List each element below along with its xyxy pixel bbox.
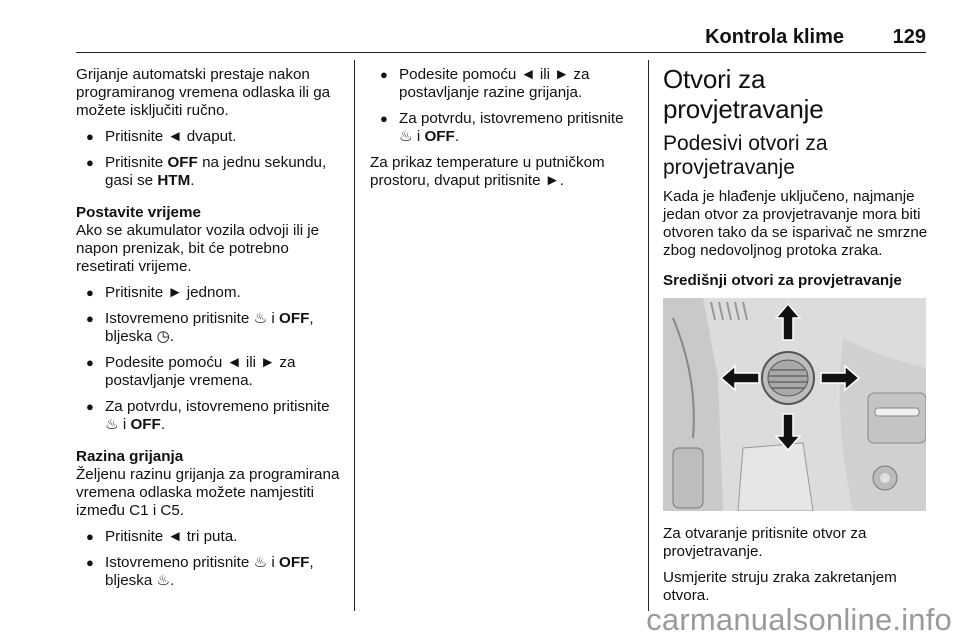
caption-text: Usmjerite struju zraka zakretanjem otvora.	[663, 569, 897, 604]
column-middle	[370, 66, 638, 198]
heat-icon: ♨	[253, 554, 268, 571]
heat-icon: ♨	[399, 128, 413, 145]
section-heading: Središnji otvori za provjetravanje	[663, 272, 902, 289]
page-number: 129	[892, 26, 926, 48]
section-heading: Postavite vrijeme	[76, 204, 201, 221]
vent-illustration	[663, 298, 926, 511]
column-divider	[648, 60, 649, 611]
list-item: ● Za potvrdu, istovremeno pritisnite ♨ i OFF.	[370, 110, 638, 146]
main-heading: Otvori za provjetravanje	[663, 64, 824, 124]
list-item: ● Podesite pomoću ◄ ili ► za postavljanje razine grijanja.	[370, 66, 638, 102]
list-item: ● Za potvrdu, istovremeno pritisnite ♨ i OFF.	[76, 398, 344, 434]
section-text: Ako se akumulator vozila odvoji ili je napon prenizak, bit će potrebno resetirati vrijeme.	[76, 222, 320, 275]
column-right	[663, 64, 929, 613]
section-text: Za prikaz temperature u putničkom prostoru, dvaput pritisnite ►.	[370, 154, 605, 189]
list-item: ● Pritisnite ◄ tri puta.	[76, 528, 344, 546]
heat-icon: ♨	[105, 416, 119, 433]
caption-text: Za otvaranje pritisnite otvor za provjetravanje.	[663, 525, 867, 560]
page-header	[76, 20, 926, 53]
sub-heading: Podesivi otvori za provjetravanje	[663, 132, 828, 179]
section-text: Kada je hlađenje uključeno, najmanje jedan otvor za provjetravanje mora biti otvoren tako da se isparivač ne smrzne zbog nedovoljnog protoka zraka.	[663, 188, 928, 259]
heat-icon: ♨	[156, 572, 171, 589]
list-item: ● Istovremeno pritisnite ♨ i OFF, bljeska ◷.	[76, 310, 344, 346]
section-heading: Razina grijanja	[76, 448, 184, 465]
list-item: ● Pritisnite OFF na jednu sekundu, gasi se HTM.	[76, 154, 344, 190]
heat-icon: ♨	[253, 310, 268, 327]
list-item: ● Pritisnite ◄ dvaput.	[76, 128, 344, 146]
intro-text: Grijanje automatski prestaje nakon programiranog vremena odlaska ili ga možete isključiti ručno.	[76, 66, 331, 119]
column-divider	[354, 60, 355, 611]
clock-icon: ◷	[156, 328, 170, 345]
section-text: Željenu razinu grijanja za programirana vremena odlaska možete namjestiti između C1 i C5.	[76, 466, 340, 519]
watermark: carmanualsonline.info	[646, 602, 952, 637]
list-item: ● Istovremeno pritisnite ♨ i OFF, bljeska ♨.	[76, 554, 344, 590]
list-item: ● Podesite pomoću ◄ ili ► za postavljanje vremena.	[76, 354, 344, 390]
list-item: ● Pritisnite ► jednom.	[76, 284, 344, 302]
column-left	[76, 66, 344, 598]
chapter-title: Kontrola klime	[705, 26, 844, 48]
